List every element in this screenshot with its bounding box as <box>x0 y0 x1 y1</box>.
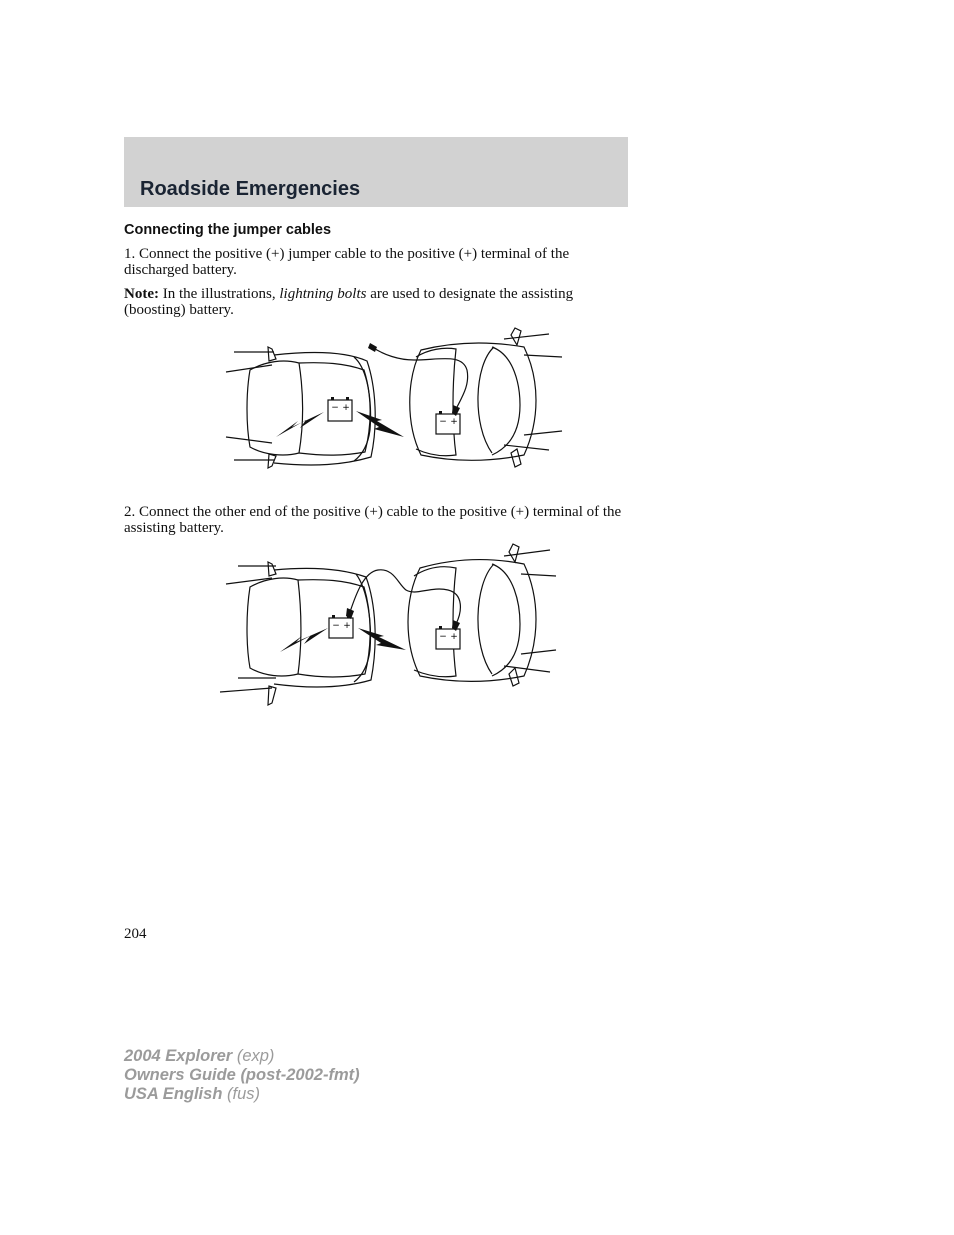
battery-minus-label: − <box>331 403 339 413</box>
left-car-outline <box>226 347 375 468</box>
step-2-text: 2. Connect the other end of the positive (+) cable to the positive (+) terminal of the assisting battery. <box>124 504 622 536</box>
note-text-before: In the illustrations, <box>158 286 280 302</box>
lightning-bolt-icon <box>358 628 406 650</box>
lightning-bolt-icon <box>356 411 404 437</box>
note-paragraph <box>124 286 624 318</box>
battery-minus-label: − <box>439 417 447 427</box>
lightning-bolt-icon <box>280 628 328 652</box>
battery-minus-label: − <box>439 632 447 642</box>
page-number: 204 <box>124 926 147 942</box>
subheading: Connecting the jumper cables <box>124 222 332 238</box>
left-battery <box>329 615 353 638</box>
cable-clamp-loose <box>368 343 377 352</box>
battery-plus-label: + <box>343 621 351 631</box>
battery-minus-label: − <box>332 621 340 631</box>
note-text-after: are used to designate the assisting (boosting) battery. <box>124 286 574 318</box>
note-label: Note: <box>124 286 159 302</box>
jumper-illustration-step-2 <box>216 542 561 710</box>
note-emphasis: lightning bolts <box>279 286 367 302</box>
document-footer <box>124 1047 360 1104</box>
footer-line-model: 2004 Explorer (exp) <box>124 1047 275 1065</box>
battery-plus-label: + <box>450 417 458 427</box>
footer-line-guide: Owners Guide (post-2002-fmt) <box>124 1066 360 1084</box>
right-car-outline <box>410 328 562 467</box>
jumper-illustration-step-1 <box>224 325 564 490</box>
lightning-bolt-icon <box>276 412 324 437</box>
battery-plus-label: + <box>342 403 350 413</box>
section-header-band <box>124 137 628 207</box>
section-title: Roadside Emergencies <box>140 178 361 200</box>
battery-plus-label: + <box>450 632 458 642</box>
left-battery <box>328 397 352 421</box>
footer-line-language: USA English (fus) <box>124 1085 260 1103</box>
right-car-outline <box>408 544 556 686</box>
step-1-text: 1. Connect the positive (+) jumper cable to the positive (+) terminal of the discharged battery. <box>124 246 570 278</box>
